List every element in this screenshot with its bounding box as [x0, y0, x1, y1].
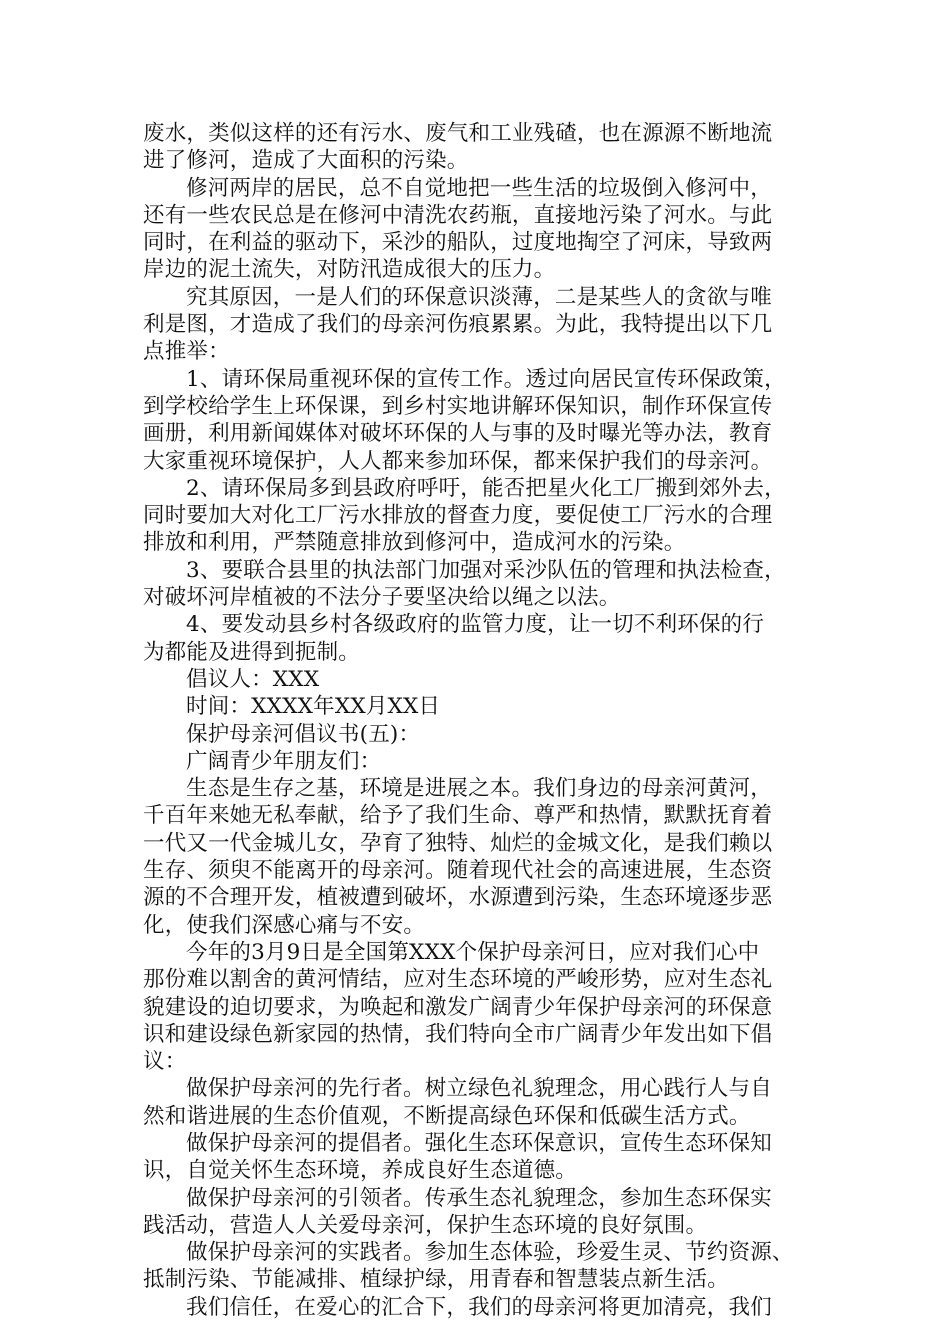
- paragraph: [143, 557, 827, 612]
- text-line: 保护母亲河倡议书(五)：: [186, 721, 421, 747]
- paragraph: [143, 611, 827, 666]
- text-line: 为都能及进得到扼制。: [143, 639, 361, 665]
- text-line: 点推举：: [143, 339, 230, 365]
- text-line: 广阔青少年朋友们：: [186, 748, 382, 774]
- text-line: 做保护母亲河的引领者。传承生态礼貌理念，参加生态环保实: [186, 1185, 772, 1211]
- text-line: 貌建设的迫切要求，为唤起和激发广阔青少年保护母亲河的环保意: [143, 994, 773, 1020]
- text-line: 倡议人：XXX: [186, 666, 320, 692]
- document-page: [143, 120, 827, 1321]
- paragraph: [143, 1239, 827, 1294]
- paragraph: [143, 1185, 827, 1240]
- text-line: 1、请环保局重视环保的宣传工作。透过向居民宣传环保政策，: [186, 366, 786, 392]
- paragraph: [143, 1075, 827, 1130]
- paragraph: [143, 120, 827, 175]
- text-line: 进了修河，造成了大面积的污染。: [143, 148, 469, 174]
- paragraph: [143, 748, 827, 775]
- text-line: 2、请环保局多到县政府呼吁，能否把星火化工厂搬到郊外去，: [186, 475, 786, 501]
- paragraph: [143, 475, 827, 557]
- text-line: 画册，利用新闻媒体对破坏环保的人与事的及时曝光等办法，教育: [143, 421, 773, 447]
- text-line: 做保护母亲河的实践者。参加生态体验，珍爱生灵、节约资源、: [186, 1240, 794, 1266]
- text-line: 利是图，才造成了我们的母亲河伤痕累累。为此，我特提出以下几: [143, 312, 773, 338]
- text-line: 识，自觉关怀生态环境，养成良好生态道德。: [143, 1158, 578, 1184]
- text-line: 那份难以割舍的黄河情结，应对生态环境的严峻形势，应对生态礼: [143, 967, 773, 993]
- text-line: 源的不合理开发，植被遭到破坏，水源遭到污染，生态环境逐步恶: [143, 885, 773, 911]
- text-line: 排放和利用，严禁随意排放到修河中，造成河水的污染。: [143, 530, 686, 556]
- text-line: 千百年来她无私奉献，给予了我们生命、尊严和热情，默默抚育着: [143, 803, 773, 829]
- text-line: 同时，在利益的驱动下，采沙的船队，过度地掏空了河床，导致两: [143, 230, 773, 256]
- text-line: 还有一些农民总是在修河中清洗农药瓶，直接地污染了河水。与此: [143, 202, 773, 228]
- text-line: 今年的3月9日是全国第XXX个保护母亲河日，应对我们心中: [186, 939, 760, 965]
- text-line: 4、要发动县乡村各级政府的监管力度，让一切不利环保的行: [186, 612, 765, 638]
- paragraph: [143, 1130, 827, 1185]
- paragraph: [143, 666, 827, 693]
- paragraph: [143, 721, 827, 748]
- paragraph: [143, 284, 827, 366]
- text-line: 究其原因，一是人们的环保意识淡薄，二是某些人的贪欲与唯: [186, 284, 772, 310]
- text-line: 议：: [143, 1049, 187, 1075]
- paragraph: [143, 175, 827, 284]
- text-line: 我们信任，在爱心的汇合下，我们的母亲河将更加清亮，我们: [186, 1294, 772, 1320]
- text-line: 3、要联合县里的执法部门加强对采沙队伍的管理和执法检查，: [186, 557, 786, 583]
- text-line: 岸边的泥土流失，对防汛造成很大的压力。: [143, 257, 556, 283]
- text-line: 践活动，营造人人关爱母亲河，保护生态环境的良好氛围。: [143, 1212, 708, 1238]
- text-line: 抵制污染、节能减排、植绿护绿，用青春和智慧装点新生活。: [143, 1267, 729, 1293]
- text-line: 化，使我们深感心痛与不安。: [143, 912, 426, 938]
- text-line: 到学校给学生上环保课，到乡村实地讲解环保知识，制作环保宣传: [143, 393, 773, 419]
- text-line: 识和建设绿色新家园的热情，我们特向全市广阔青少年发出如下倡: [143, 1021, 773, 1047]
- text-line: 大家重视环境保护，人人都来参加环保，都来保护我们的母亲河。: [143, 448, 773, 474]
- paragraph: [143, 693, 827, 720]
- text-line: 做保护母亲河的提倡者。强化生态环保意识，宣传生态环保知: [186, 1130, 772, 1156]
- text-line: 修河两岸的居民，总不自觉地把一些生活的垃圾倒入修河中，: [186, 175, 772, 201]
- paragraph: [143, 1294, 827, 1321]
- text-line: 同时要加大对化工厂污水排放的督查力度，要促使工厂污水的合理: [143, 503, 773, 529]
- text-line: 生态是生存之基，环境是进展之本。我们身边的母亲河黄河，: [186, 776, 772, 802]
- text-line: 对破坏河岸植被的不法分子要坚决给以绳之以法。: [143, 585, 621, 611]
- text-line: 做保护母亲河的先行者。树立绿色礼貌理念，用心践行人与自: [186, 1076, 772, 1102]
- paragraph: [143, 939, 827, 1075]
- text-line: 废水，类似这样的还有污水、废气和工业残碴，也在源源不断地流: [143, 121, 773, 146]
- paragraph: [143, 775, 827, 939]
- paragraph: [143, 366, 827, 475]
- text-line: 生存、须臾不能离开的母亲河。随着现代社会的高速进展，生态资: [143, 858, 773, 884]
- text-line: 然和谐进展的生态价值观，不断提高绿色环保和低碳生活方式。: [143, 1103, 751, 1129]
- text-line: 时间：XXXX年XX月XX日: [186, 694, 441, 720]
- text-line: 一代又一代金城儿女，孕育了独特、灿烂的金城文化，是我们赖以: [143, 830, 773, 856]
